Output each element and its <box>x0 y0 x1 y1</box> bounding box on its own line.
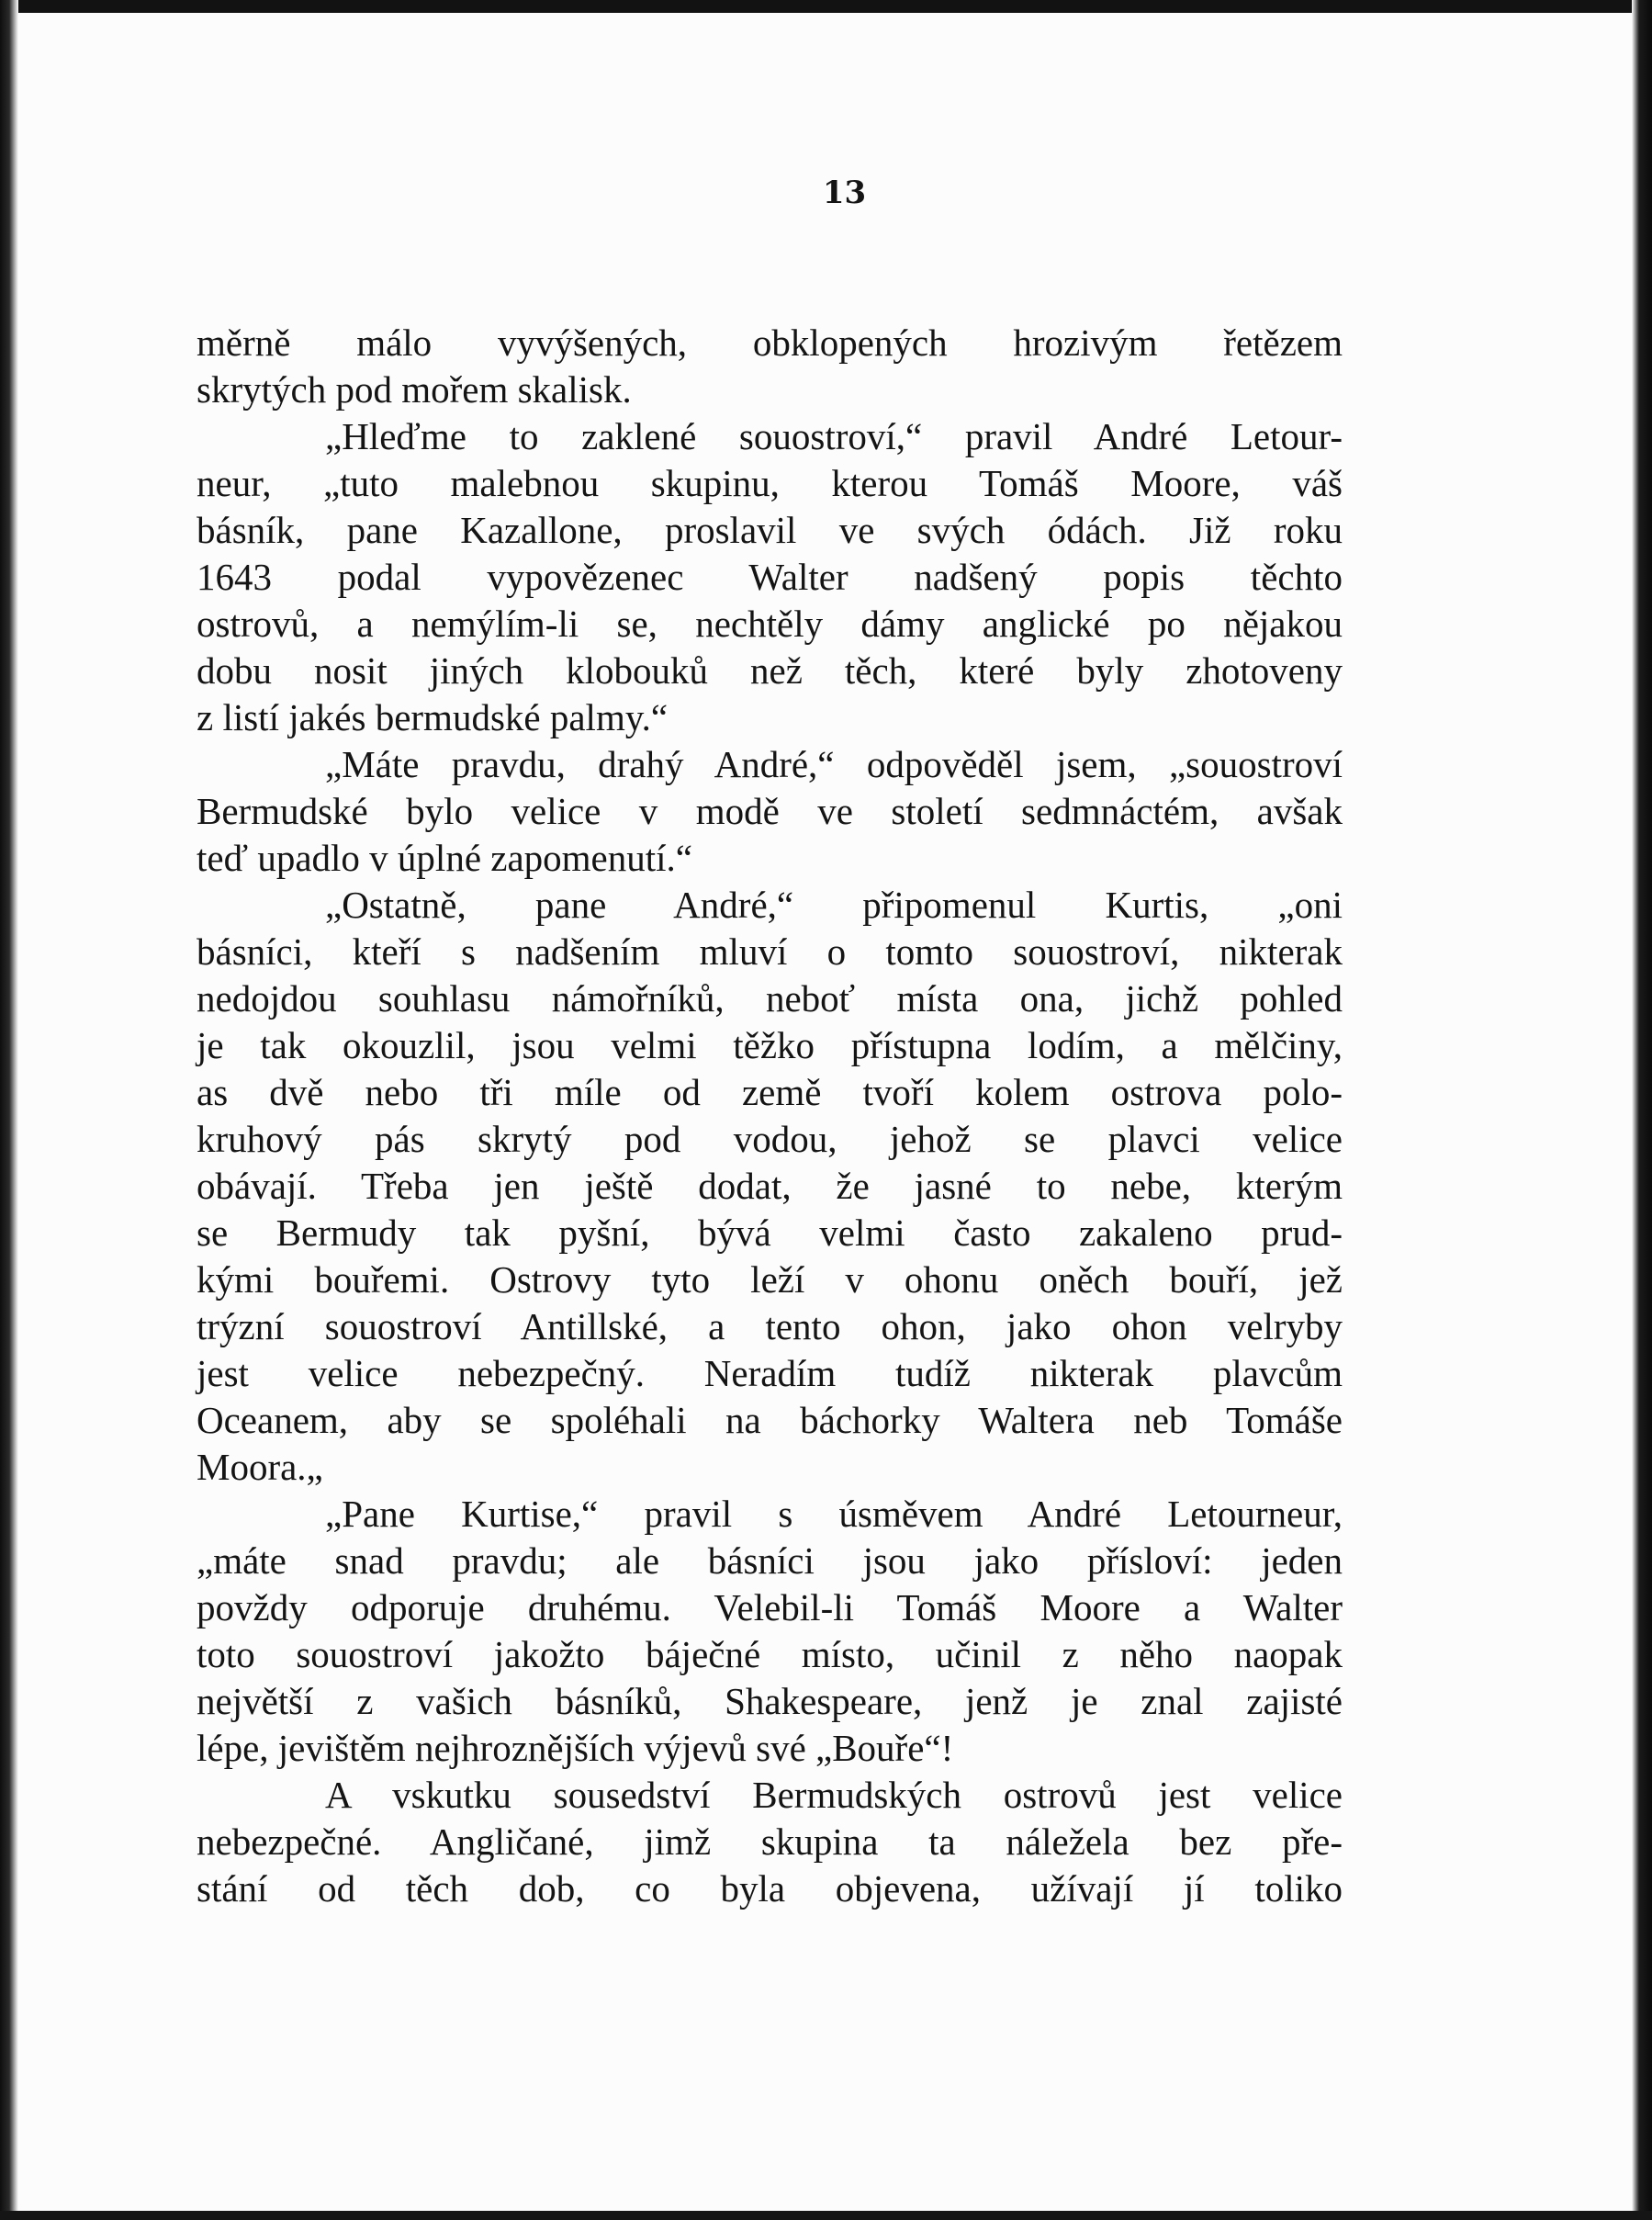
scan-edge-right <box>1632 0 1652 2220</box>
text-line: kruhový pás skrytý pod vodou, jehož se plavci velice <box>197 1118 1343 1160</box>
text-line: se Bermudy tak pyšní, bývá velmi často zakaleno prud- <box>197 1211 1343 1254</box>
text-line: obávají. Třeba jen ještě dodat, že jasné to nebe, kterým <box>197 1165 1343 1207</box>
text-line: je tak okouzlil, jsou velmi těžko přístupna lodím, a mělčiny, <box>197 1024 1343 1066</box>
text-line: as dvě nebo tři míle od země tvoří kolem ostrova polo- <box>197 1071 1343 1113</box>
text-line: trýzní souostroví Antillské, a tento ohon, jako ohon velryby <box>197 1305 1343 1347</box>
text-line: „Pane Kurtise,“ pravil s úsměvem André Letourneur, <box>325 1493 1343 1535</box>
scan-edge-bottom <box>0 2211 1652 2220</box>
scan-edge-left <box>0 0 18 2220</box>
text-line: „Hleďme to zaklené souostroví,“ pravil André Letour- <box>325 415 1343 457</box>
text-line: dobu nosit jiných klobouků než těch, které byly zhotoveny <box>197 649 1343 692</box>
text-line: „Máte pravdu, drahý André,“ odpověděl jsem, „souostroví <box>325 743 1343 785</box>
text-line: A vskutku sousedství Bermudských ostrovů jest velice <box>325 1774 1343 1816</box>
text-line: básník, pane Kazallone, proslavil ve svých ódách. Již roku <box>197 509 1343 551</box>
text-line: Oceanem, aby se spoléhali na báchorky Waltera neb Tomáše <box>197 1399 1343 1441</box>
text-line: povždy odporuje druhému. Velebil-li Tomáš Moore a Walter <box>197 1586 1343 1628</box>
text-line: „máte snad pravdu; ale básníci jsou jako přísloví: jeden <box>197 1539 1343 1582</box>
text-line: největší z vašich básníků, Shakespeare, jenž je znal zajisté <box>197 1680 1343 1722</box>
text-line: měrně málo vyvýšených, obklopených hrozivým řetězem <box>197 321 1343 364</box>
body-text <box>197 320 1343 1912</box>
text-line: „Ostatně, pane André,“ připomenul Kurtis, „oni <box>325 884 1343 926</box>
text-line: básníci, kteří s nadšením mluví o tomto souostroví, nikterak <box>197 930 1343 973</box>
text-line: nebezpečné. Angličané, jimž skupina ta náležela bez pře- <box>197 1820 1343 1863</box>
text-line: Bermudské bylo velice v modě ve století sedmnáctém, avšak <box>197 790 1343 832</box>
text-line: lépe, jevištěm nejhroznějších výjevů své „Bouře“! <box>197 1727 954 1769</box>
text-line: toto souostroví jakožto báječné místo, učinil z něho naopak <box>197 1633 1343 1675</box>
text-line: Moora.„ <box>197 1446 323 1488</box>
page-number: 13 <box>822 175 867 211</box>
text-line: neur, „tuto malebnou skupinu, kterou Tomáš Moore, váš <box>197 462 1343 504</box>
text-line: skrytých pod mořem skalisk. <box>197 368 632 411</box>
text-line: z listí jakés bermudské palmy.“ <box>197 696 669 738</box>
text-line: 1643 podal vypovězenec Walter nadšený popis těchto <box>197 556 1343 598</box>
text-line: stání od těch dob, co byla objevena, užívají jí toliko <box>197 1867 1343 1910</box>
text-line: jest velice nebezpečný. Neradím tudíž nikterak plavcům <box>197 1352 1343 1394</box>
text-line: nedojdou souhlasu námořníků, neboť místa ona, jichž pohled <box>197 977 1343 1020</box>
scan-edge-top <box>0 0 1652 13</box>
text-line: ostrovů, a nemýlím-li se, nechtěly dámy anglické po nějakou <box>197 603 1343 645</box>
text-line: kými bouřemi. Ostrovy tyto leží v ohonu oněch bouří, jež <box>197 1258 1343 1301</box>
text-line: teď upadlo v úplné zapomenutí.“ <box>197 837 692 879</box>
